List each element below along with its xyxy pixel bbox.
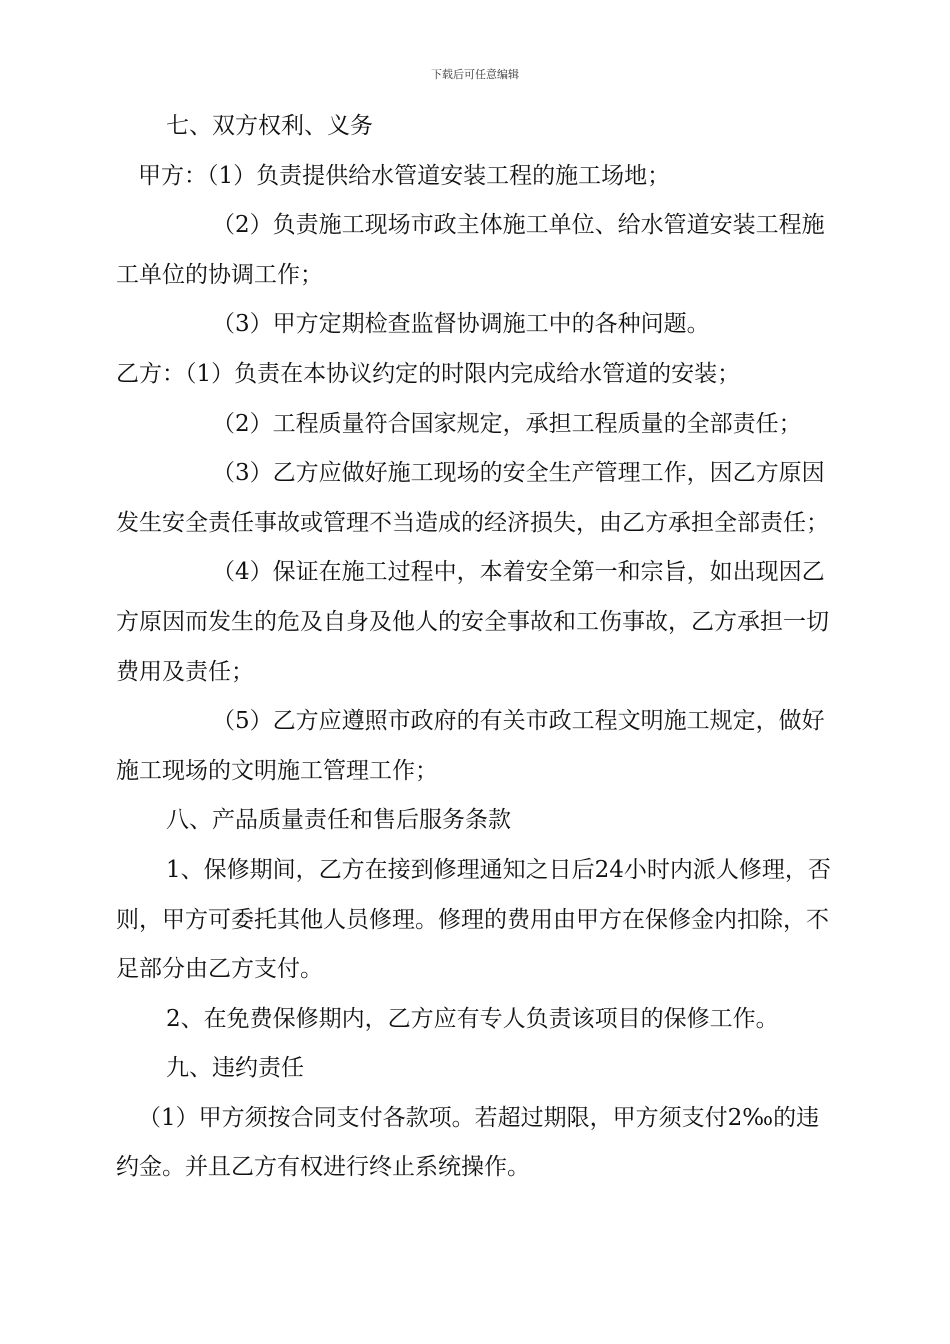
contract-body (116, 102, 838, 1193)
party-b-clause-1: 乙方：（1）负责在本协议约定的时限内完成给水管道的安装； (116, 360, 741, 387)
party-a-clause-2: （2）负责施工现场市政主体施工单位、给水管道安装工程施工单位的协调工作； (116, 212, 825, 288)
breach-clause-1: （1）甲方须按合同支付各款项。若超过期限，甲方须支付2‰的违约金。并且乙方有权进行终止系统操作。 (116, 1104, 820, 1181)
section-heading-breach: 九、违约责任 (166, 1055, 304, 1082)
page-header: 下载后可任意编辑 (431, 68, 519, 81)
party-a-clause-1: 甲方：（1）负责提供给水管道安装工程的施工场地； (138, 162, 671, 189)
party-b-clause-4: （4）保证在施工过程中，本着安全第一和宗旨，如出现因乙方原因而发生的危及自身及他人的安全事故和工伤事故，乙方承担一切费用及责任； (116, 559, 829, 685)
party-b-clause-5: （5）乙方应遵照市政府的有关市政工程文明施工规定，做好施工现场的文明施工管理工作； (116, 708, 825, 784)
quality-clause-1: 1、保修期间，乙方在接到修理通知之日后24小时内派人修理，否则，甲方可委托其他人员修理。修理的费用由甲方在保修金内扣除，不足部分由乙方支付。 (116, 856, 831, 983)
section-heading-quality: 八、产品质量责任和售后服务条款 (166, 807, 511, 834)
party-b-clause-3: （3）乙方应做好施工现场的安全生产管理工作，因乙方原因发生安全责任事故或管理不当造成的经济损失，由乙方承担全部责任； (116, 460, 829, 536)
section-heading-rights: 七、双方权利、义务 (166, 113, 373, 139)
party-a-clause-3: （3）甲方定期检查监督协调施工中的各种问题。 (212, 311, 710, 338)
party-b-clause-2: （2）工程质量符合国家规定，承担工程质量的全部责任； (212, 410, 802, 437)
quality-clause-2: 2、在免费保修期内，乙方应有专人负责该项目的保修工作。 (166, 1005, 779, 1032)
